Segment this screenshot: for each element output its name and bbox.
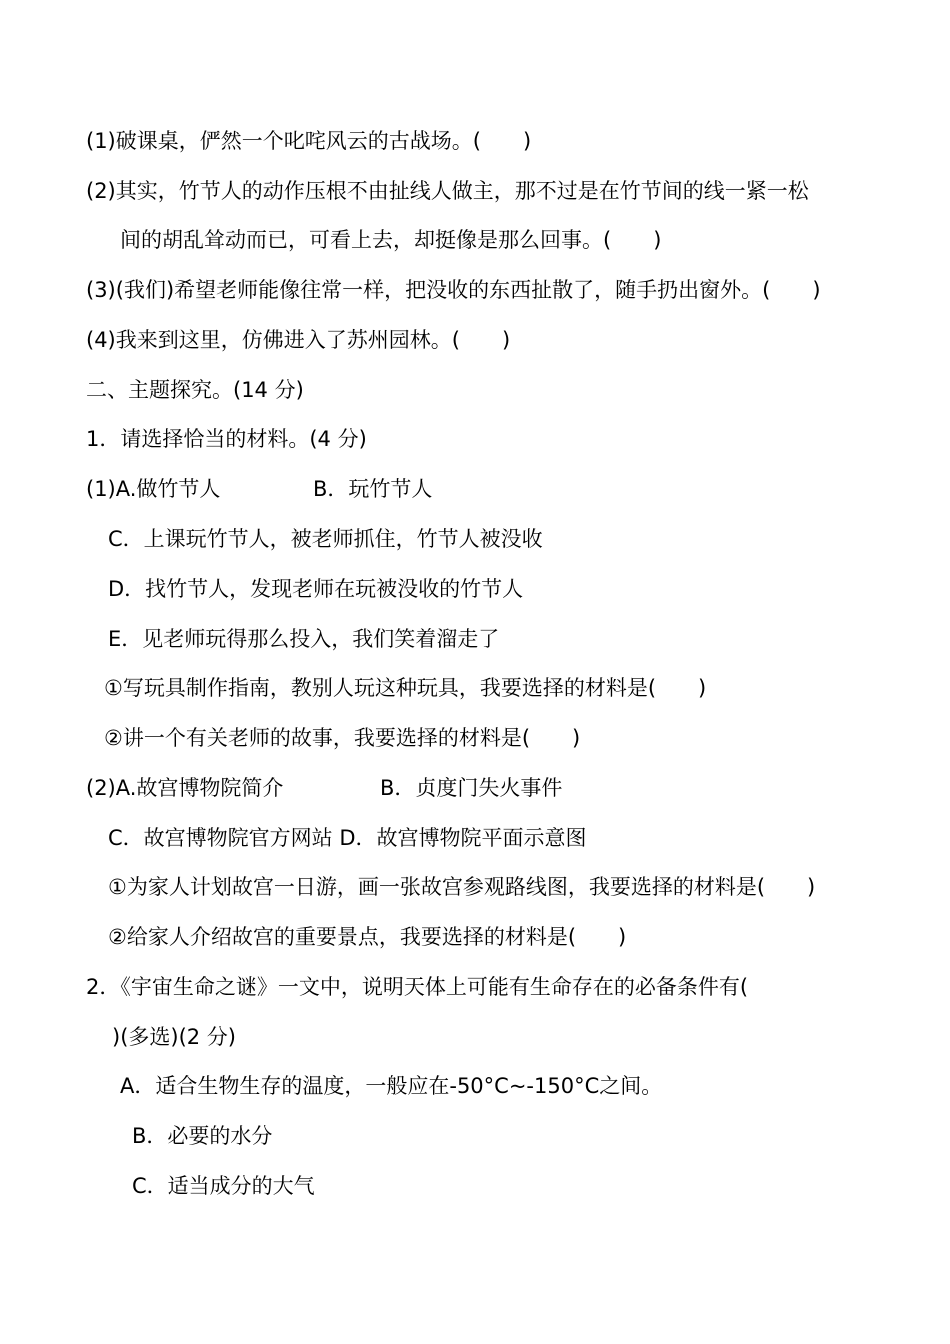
- section-2-question-2-line-1: 2．《宇宙生命之谜》一文中，说明天体上可能有生命存在的必备条件有(: [86, 975, 749, 999]
- question-1-item-1: (1)破课桌，俨然一个叱咤风云的古战场。( ): [86, 129, 532, 153]
- part-1-option-e: E．见老师玩得那么投入，我们笑着溜走了: [108, 627, 500, 651]
- part-2-option-b: B．贞度门失火事件: [380, 776, 563, 800]
- question-2-option-b: B．必要的水分: [132, 1124, 273, 1148]
- question-1-item-3: (3)(我们)希望老师能像往常一样，把没收的东西扯散了，随手扔出窗外。( ): [86, 278, 821, 302]
- part-2-option-a: (2)A.故宫博物院简介: [86, 776, 284, 800]
- part-1-option-c: C．上课玩竹节人，被老师抓住，竹节人被没收: [108, 527, 543, 551]
- question-1-item-2-line-1: (2)其实，竹节人的动作压根不由扯线人做主，那不过是在竹节间的线一紧一松: [86, 179, 809, 203]
- part-2-subquestion-1: ①为家人计划故宫一日游，画一张故宫参观路线图，我要选择的材料是( ): [108, 875, 816, 899]
- part-2-option-c-d: C．故宫博物院官方网站 D．故宫博物院平面示意图: [108, 826, 587, 850]
- part-1-subquestion-1: ①写玩具制作指南，教别人玩这种玩具，我要选择的材料是( ): [104, 676, 707, 700]
- question-2-option-a: A．适合生物生存的温度，一般应在-50°C~-150°C之间。: [120, 1074, 663, 1098]
- section-2-heading: 二、主题探究。(14 分): [86, 378, 304, 402]
- section-2-question-2-line-2: )(多选)(2 分): [112, 1025, 237, 1049]
- question-1-item-2-line-2: 间的胡乱耸动而已，可看上去，却挺像是那么回事。( ): [120, 228, 662, 252]
- question-2-option-c: C．适当成分的大气: [132, 1174, 315, 1198]
- part-1-option-a: (1)A.做竹节人: [86, 477, 221, 501]
- part-1-subquestion-2: ②讲一个有关老师的故事，我要选择的材料是( ): [104, 726, 581, 750]
- question-1-item-4: (4)我来到这里，仿佛进入了苏州园林。( ): [86, 328, 511, 352]
- part-2-subquestion-2: ②给家人介绍故宫的重要景点，我要选择的材料是( ): [108, 925, 627, 949]
- section-2-question-1-title: 1．请选择恰当的材料。(4 分): [86, 427, 367, 451]
- part-1-option-b: B．玩竹节人: [313, 477, 433, 501]
- part-1-option-d: D．找竹节人，发现老师在玩被没收的竹节人: [108, 577, 524, 601]
